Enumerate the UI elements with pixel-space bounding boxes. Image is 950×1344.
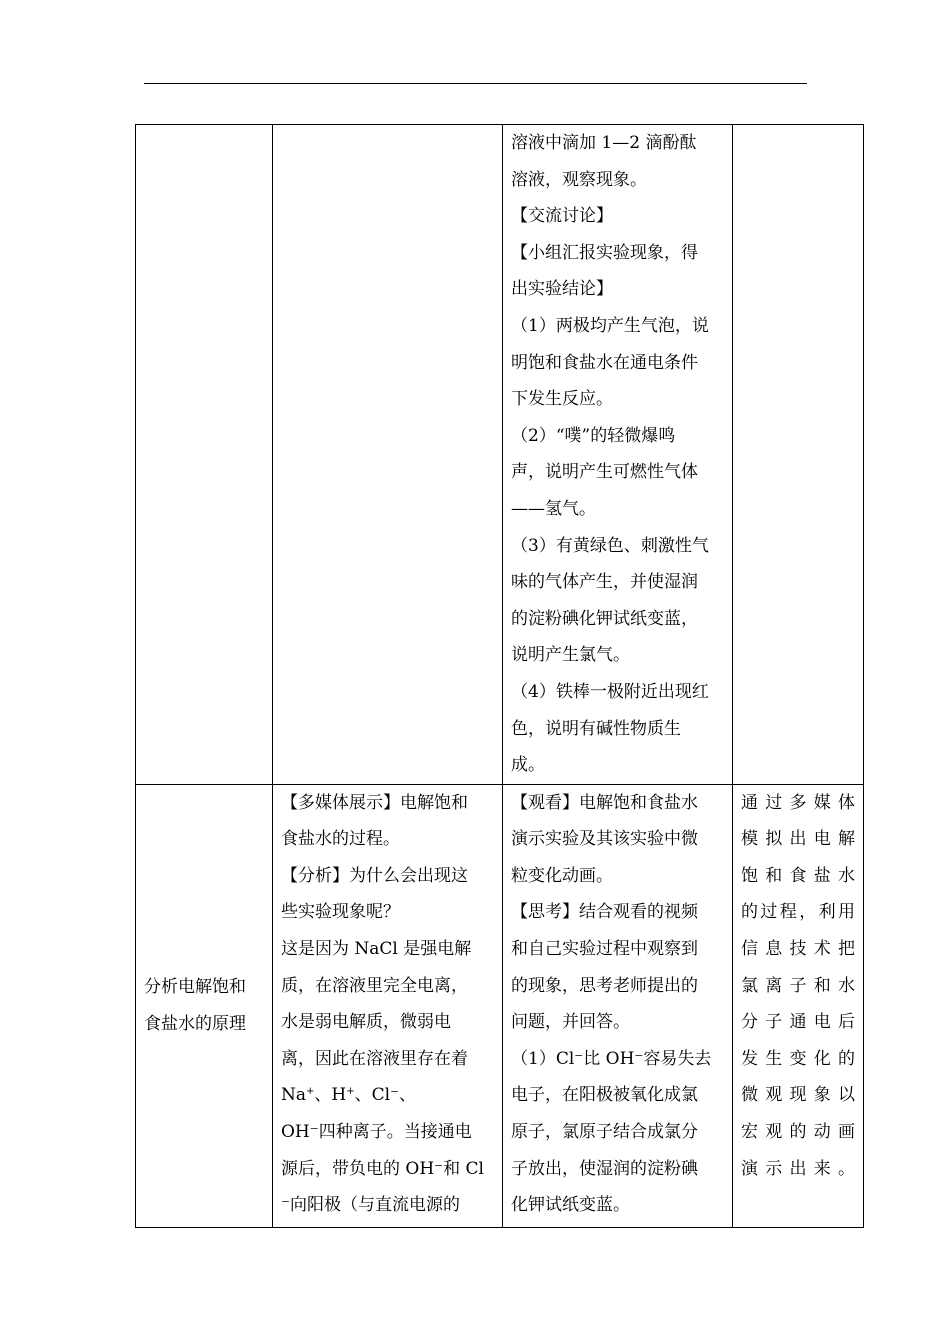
text-line: 食盐水的过程。 — [281, 829, 400, 850]
text-line: 这是因为 NaCl 是强电解 — [281, 939, 472, 960]
text-line: 出实验结论】 — [511, 279, 613, 300]
lesson-table — [135, 124, 864, 1228]
text-line: ——氢气。 — [511, 498, 596, 519]
text-line: 【多媒体展示】电解饱和 — [281, 792, 468, 813]
text-line: 模拟出电解 — [741, 829, 855, 850]
text-line: 的现象，思考老师提出的 — [511, 975, 698, 996]
text-line: 色，说明有碱性物质生 — [511, 718, 681, 739]
text-line: 水是弱电解质，微弱电 — [281, 1012, 451, 1033]
text-line: 问题，并回答。 — [511, 1012, 630, 1033]
text-line: 【小组汇报实验现象，得 — [511, 242, 698, 263]
table-row — [136, 125, 864, 785]
text-line: 溶液中滴加 1—2 滴酚酞 — [511, 133, 697, 153]
header-rule — [144, 83, 807, 84]
text-line: 味的气体产生，并使湿润 — [511, 572, 698, 593]
text-line: 些实验现象呢？ — [281, 902, 400, 923]
section-title-cell — [136, 784, 273, 1227]
text-line: 【观看】电解饱和食盐水 — [511, 792, 698, 813]
design-intent-cell — [733, 784, 864, 1227]
text-line: 说明产生氯气。 — [511, 645, 630, 666]
text-line: （3）有黄绿色、刺激性气 — [511, 535, 709, 556]
ion-separator: 、 — [314, 1085, 332, 1106]
text-line: 【思考】结合观看的视频 — [511, 902, 698, 923]
text-line: 离，因此在溶液里存在着 — [281, 1048, 468, 1069]
text-line: 子放出，使湿润的淀粉碘 — [511, 1158, 698, 1179]
text-line: 发生变化的 — [741, 1048, 855, 1069]
text-line: 演示出来。 — [741, 1158, 855, 1179]
text-line: 宏观的动画 — [741, 1122, 855, 1143]
text-line: （2）“噗”的轻微爆鸣 — [511, 425, 676, 446]
row1-col2-cell — [273, 125, 503, 785]
text-line: 电子，在阳极被氧化成氯 — [511, 1085, 698, 1106]
text-line: OH⁻四种离子。当接通电 — [281, 1122, 472, 1143]
text-line: 和自己实验过程中观察到 — [511, 939, 698, 960]
na-ion: Na — [281, 1085, 307, 1106]
text-line: 【交流讨论】 — [511, 206, 613, 227]
text-line: 的过程，利用 — [741, 902, 855, 923]
text-line: 化钾试纸变蓝。 — [511, 1195, 630, 1216]
text-line: 声，说明产生可燃性气体 — [511, 462, 698, 483]
text-line: 信息技术把 — [741, 939, 855, 960]
text-line: 微观现象以 — [741, 1085, 855, 1106]
text-line: （4）铁棒一极附近出现红 — [511, 681, 709, 702]
row1-col1-cell — [136, 125, 273, 785]
text-line: 分子通电后 — [741, 1012, 855, 1033]
text-line: ⁻向阳极（与直流电源的 — [281, 1195, 460, 1216]
text-line: 原子，氯原子结合成氯分 — [511, 1122, 698, 1143]
h-ion: H — [331, 1085, 347, 1106]
text-line: 溶液，观察现象。 — [511, 169, 647, 190]
teacher-activity-cell — [273, 784, 503, 1227]
text-line: 演示实验及其该实验中微 — [511, 829, 698, 850]
student-activity-cell — [503, 784, 733, 1227]
ion-list-rest: 、Cl⁻、 — [354, 1085, 417, 1106]
row1-col4-cell — [733, 125, 864, 785]
text-line: 粒变化动画。 — [511, 865, 613, 886]
text-line: 的淀粉碘化钾试纸变蓝， — [511, 608, 698, 629]
h-charge: + — [346, 1086, 355, 1098]
table-row — [136, 784, 864, 1227]
ion-list-line — [281, 1077, 494, 1114]
text-line: 明饱和食盐水在通电条件 — [511, 352, 698, 373]
text-line: 氯离子和水 — [741, 975, 855, 996]
row1-col3-cell — [503, 125, 733, 785]
text-line: 源后，带负电的 OH⁻和 Cl — [281, 1158, 484, 1179]
text-line: （1）两极均产生气泡，说 — [511, 315, 709, 336]
text-line: 饱和食盐水 — [741, 865, 855, 886]
section-title-line: 分析电解饱和 — [144, 977, 246, 998]
text-line: （1）Cl⁻比 OH⁻容易失去 — [511, 1048, 712, 1069]
section-title-line: 食盐水的原理 — [144, 1013, 246, 1034]
text-line: 下发生反应。 — [511, 389, 613, 410]
na-charge: + — [306, 1086, 315, 1098]
text-line: 通过多媒体 — [741, 792, 855, 813]
text-line: 【分析】为什么会出现这 — [281, 865, 468, 886]
text-line: 成。 — [511, 755, 545, 776]
text-line: 质，在溶液里完全电离， — [281, 975, 468, 996]
